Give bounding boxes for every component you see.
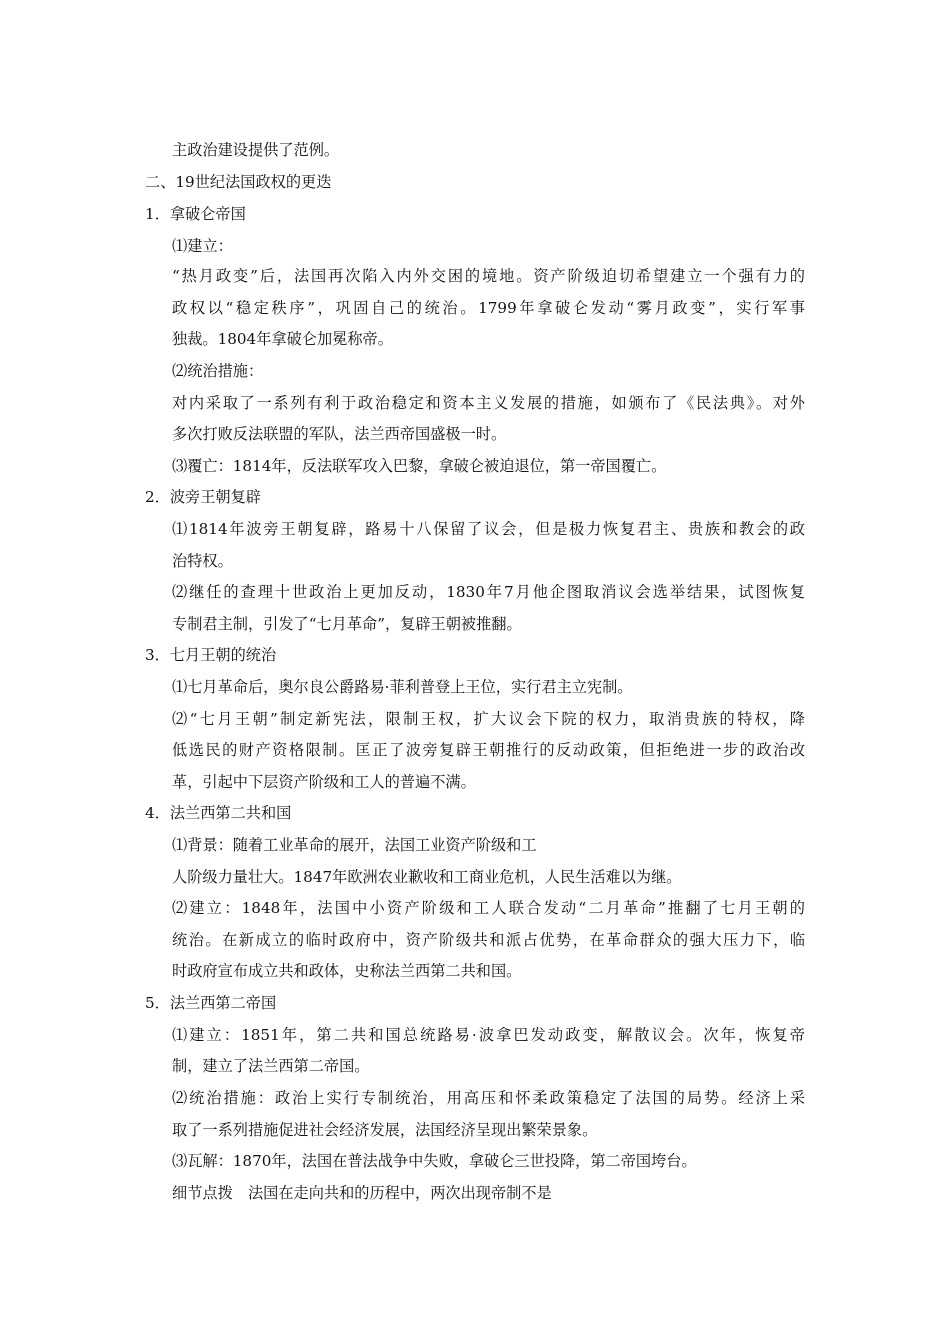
text-line: ⑶覆亡：1814年，反法联军攻入巴黎，拿破仑被迫退位，第一帝国覆亡。 — [172, 457, 667, 475]
text-line: “热月政变”后，法国再次陷入内外交困的境地。资产阶级迫切希望建立一个强有力的 — [172, 267, 805, 285]
text-line: ⑴建立：1851年，第二共和国总统路易·波拿巴发动政变，解散议会。次年，恢复帝 — [172, 1026, 805, 1044]
subsection-heading: 1．拿破仑帝国 — [145, 205, 246, 223]
subsection-heading: 5．法兰西第二帝国 — [145, 994, 277, 1012]
text-line: 时政府宣布成立共和政体，史称法兰西第二共和国。 — [172, 962, 522, 980]
text-line: ⑵继任的查理十世政治上更加反动，1830年7月他企图取消议会选举结果，试图恢复 — [172, 583, 805, 601]
text-line: ⑵统治措施：政治上实行专制统治，用高压和怀柔政策稳定了法国的局势。经济上采 — [172, 1089, 805, 1107]
subsection-heading: 2．波旁王朝复辟 — [145, 488, 261, 506]
text-line: 取了一系列措施促进社会经济发展，法国经济呈现出繁荣景象。 — [172, 1121, 598, 1139]
text-line: 治特权。 — [172, 552, 233, 570]
text-line: ⑵建立：1848年，法国中小资产阶级和工人联合发动“二月革命”推翻了七月王朝的 — [172, 899, 805, 917]
text-line: 独裁。1804年拿破仑加冕称帝。 — [172, 330, 393, 348]
subsection-heading: 3．七月王朝的统治 — [145, 646, 277, 664]
section-heading: 二、19世纪法国政权的更迭 — [145, 173, 332, 191]
text-line: 低选民的财产资格限制。匡正了波旁复辟王朝推行的反动政策，但拒绝进一步的政治改 — [172, 741, 805, 759]
text-line: ⑴1814年波旁王朝复辟，路易十八保留了议会，但是极力恢复君主、贵族和教会的政 — [172, 520, 805, 538]
text-line: ⑵“七月王朝”制定新宪法，限制王权，扩大议会下院的权力，取消贵族的特权，降 — [172, 710, 805, 728]
text-line: ⑵统治措施： — [172, 362, 264, 380]
text-line: 多次打败反法联盟的军队，法兰西帝国盛极一时。 — [172, 425, 507, 443]
text-line: ⑴背景：随着工业革命的展开，法国工业资产阶级和工 — [172, 836, 537, 854]
text-line: 对内采取了一系列有利于政治稳定和资本主义发展的措施，如颁布了《民法典》。对外 — [172, 394, 805, 412]
text-line: 人阶级力量壮大。1847年欧洲农业歉收和工商业危机，人民生活难以为继。 — [172, 868, 682, 886]
subsection-heading: 4．法兰西第二共和国 — [145, 804, 292, 822]
text-line: 革，引起中下层资产阶级和工人的普遍不满。 — [172, 773, 476, 791]
text-line: 主政治建设提供了范例。 — [172, 141, 340, 159]
text-line: 统治。在新成立的临时政府中，资产阶级共和派占优势，在革命群众的强大压力下，临 — [172, 931, 805, 949]
text-line: ⑶瓦解：1870年，法国在普法战争中失败，拿破仑三世投降，第二帝国垮台。 — [172, 1152, 697, 1170]
text-line: ⑴七月革命后，奥尔良公爵路易·菲利普登上王位，实行君主立宪制。 — [172, 678, 633, 696]
text-line: 专制君主制，引发了“七月革命”，复辟王朝被推翻。 — [172, 615, 522, 633]
text-line: 细节点拨 法国在走向共和的历程中，两次出现帝制不是 — [172, 1184, 552, 1202]
text-line: ⑴建立： — [172, 237, 233, 255]
text-line: 政权以“稳定秩序”，巩固自己的统治。1799年拿破仑发动“雾月政变”，实行军事 — [172, 299, 805, 317]
text-line: 制，建立了法兰西第二帝国。 — [172, 1057, 370, 1075]
